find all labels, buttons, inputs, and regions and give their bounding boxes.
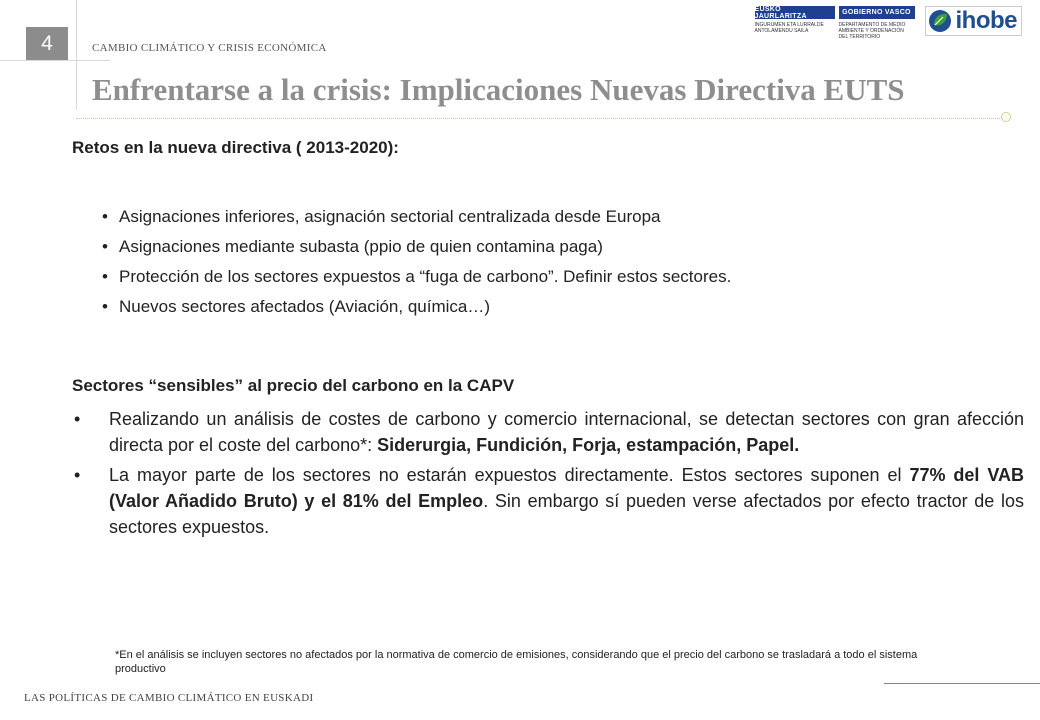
title-rule-end-circle: [1001, 112, 1011, 122]
gobierno-vasco-subtitle: DEPARTAMENTO DE MEDIO AMBIENTE Y ORDENACIÓN DEL TERRITORIO: [838, 22, 906, 40]
bullet-text: Realizando un análisis de costes de carbono y comercio internacional, se detectan sectores con gran afección directa por el coste del carbono*:: [109, 409, 1024, 455]
ihobe-logo: [925, 6, 1023, 36]
footer-rule: [884, 683, 1040, 684]
bullet-bold-text: 77% del VAB (Valor Añadido Bruto) y el 81% del Empleo: [109, 465, 1024, 511]
footer-label: LAS POLÍTICAS DE CAMBIO CLIMÁTICO EN EUSKADI: [24, 692, 314, 704]
eusko-jaurlaritza-label: EUSKO JAURLARITZA: [755, 6, 835, 19]
retos-list: [102, 206, 1002, 326]
list-item: • Asignaciones mediante subasta (ppio de quien contamina paga): [102, 236, 1002, 258]
gobierno-vasco-logo: [755, 6, 915, 40]
ihobe-leaf-icon: [928, 9, 952, 33]
eusko-jaurlaritza-subtitle: INGURUMEN ETA LURRALDE ANTOLAMENDU SAILA: [754, 22, 824, 34]
section-label: CAMBIO CLIMÁTICO Y CRISIS ECONÓMICA: [92, 42, 327, 54]
ihobe-wordmark: ihobe: [955, 7, 1017, 34]
list-item: [72, 462, 1024, 540]
vertical-guide-line: [76, 0, 77, 110]
bullet-text: . Sin embargo sí pueden verse afectados por efecto tractor de los sectores expuestos.: [109, 491, 1024, 537]
horizontal-guide-line: [0, 60, 110, 61]
heading-retos: Retos en la nueva directiva ( 2013-2020):: [72, 138, 399, 157]
sectores-list: [72, 406, 1024, 544]
slide-content: [72, 138, 1032, 537]
header-logos: [755, 6, 1023, 40]
page-number-badge: 4: [26, 27, 68, 60]
list-item: • Asignaciones inferiores, asignación sectorial centralizada desde Europa: [102, 206, 1002, 228]
list-item: • Nuevos sectores afectados (Aviación, química…): [102, 296, 1002, 318]
heading-sectores-sensibles: Sectores “sensibles” al precio del carbono en la CAPV: [72, 376, 515, 395]
title-underline: [76, 118, 1002, 119]
gobierno-vasco-label: GOBIERNO VASCO: [839, 6, 915, 19]
footnote: *En el análisis se incluyen sectores no afectados por la normativa de comercio de emisiones, considerando que el precio del carbono se trasladará a todo el sistema productivo: [115, 649, 918, 675]
list-item: • Protección de los sectores expuestos a “fuga de carbono”. Definir estos sectores.: [102, 266, 1002, 288]
bullet-bold-text: Siderurgia, Fundición, Forja, estampación, Papel.: [377, 435, 800, 455]
bullet-text: La mayor parte de los sectores no estarán expuestos directamente. Estos sectores suponen el: [109, 465, 910, 485]
list-item: [72, 406, 1024, 458]
slide-title: Enfrentarse a la crisis: Implicaciones Nuevas Directiva EUTS: [92, 72, 905, 107]
